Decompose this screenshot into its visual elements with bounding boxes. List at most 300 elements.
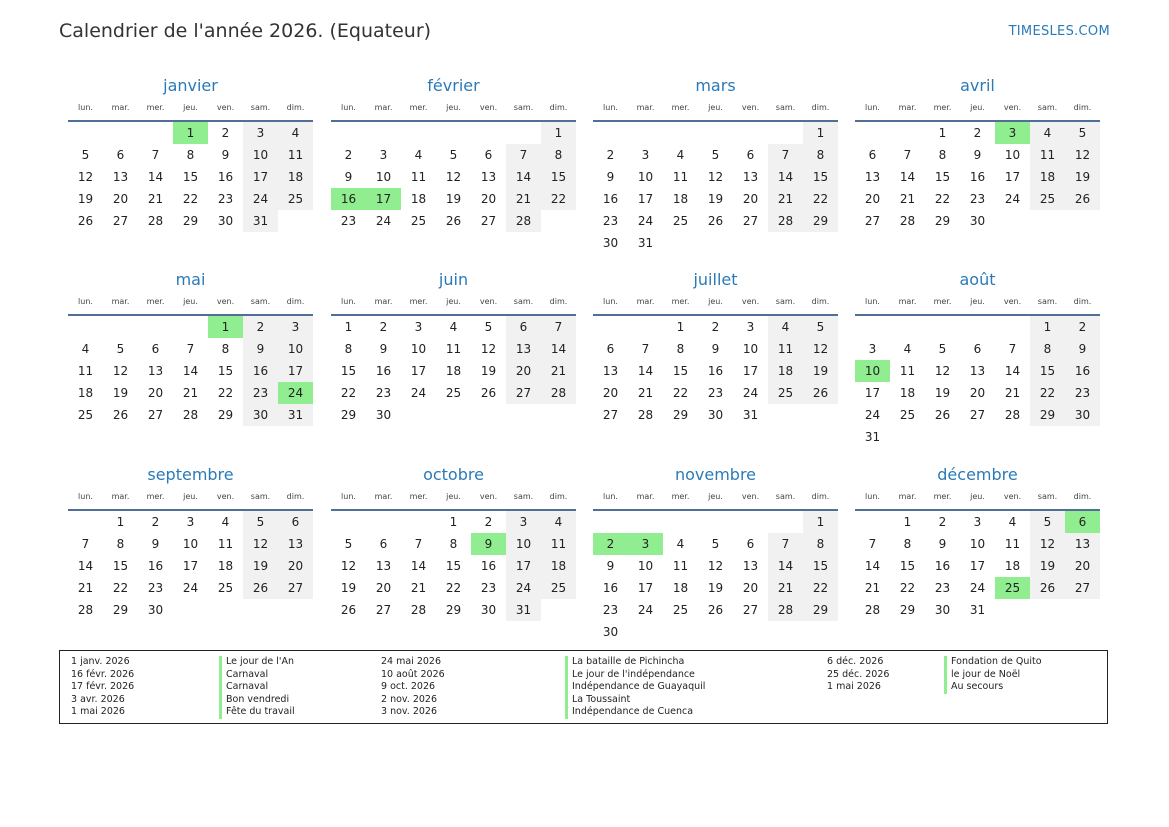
day-cell: 27 [742,603,759,617]
month-title: novembre [674,465,757,484]
day-cell: 11 [1030,144,1065,166]
day-cell: 1 [803,122,838,144]
legend-holiday-name: Indépendance de Cuenca [565,706,705,719]
day-cell: 3 [186,515,195,529]
day-cell: 15 [541,166,576,188]
day-cell: 16 [375,364,392,378]
day-cell: 13 [480,170,497,184]
day-cell: 7 [768,144,803,166]
day-cell: 18 [278,166,313,188]
day-cell: 24 [1004,192,1021,206]
legend-date: 24 mai 2026 [381,656,442,667]
weekday-label: dim. [549,492,568,501]
day-cell: 23 [480,581,497,595]
legend-holiday-name: Au secours [944,681,1042,694]
day-cell: 25 [768,382,803,404]
weekday-label: sam. [513,103,534,112]
day-cell: 27 [506,382,541,404]
day-cell: 12 [77,170,94,184]
month-title: mai [175,270,206,289]
empty-cell [331,122,366,144]
weekday-label: mar. [374,103,393,112]
month-title: avril [960,76,995,95]
day-cell: 30 [1065,404,1100,426]
day-cell: 6 [746,148,755,162]
day-cell: 20 [742,581,759,595]
day-cell: 26 [934,408,951,422]
day-cell: 7 [151,148,160,162]
day-grid [331,511,576,621]
day-cell: 28 [864,603,881,617]
day-cell: 28 [768,210,803,232]
day-cell: 9 [606,170,615,184]
day-cell: 17 [243,166,278,188]
day-cell: 15 [803,555,838,577]
day-cell: 13 [147,364,164,378]
empty-cell [628,511,663,533]
day-cell: 8 [803,144,838,166]
day-cell: 19 [340,581,357,595]
day-cell: 14 [182,364,199,378]
weekday-label: mar. [898,492,917,501]
day-cell: 28 [1004,408,1021,422]
day-cell: 10 [410,342,427,356]
day-cell: 6 [506,316,541,338]
day-cell: 16 [934,559,951,573]
empty-cell [401,511,436,533]
weekday-label: ven. [1003,103,1022,112]
day-cell: 12 [480,342,497,356]
empty-cell [366,122,401,144]
day-cell: 29 [899,603,916,617]
day-cell: 21 [182,386,199,400]
day-cell: 8 [803,533,838,555]
weekday-header [593,297,838,311]
day-cell: 1 [938,126,947,140]
weekday-label: sam. [250,492,271,501]
day-cell: 1 [449,515,458,529]
legend-date: 3 avr. 2026 [71,693,125,705]
day-cell: 7 [541,316,576,338]
day-cell: 26 [112,408,129,422]
day-cell: 24 [375,214,392,228]
day-cell: 15 [1030,360,1065,382]
day-cell: 30 [707,408,724,422]
day-cell: 10 [182,537,199,551]
day-grid [68,316,313,426]
day-cell: 27 [112,214,129,228]
day-cell: 1 [903,515,912,529]
day-cell: 27 [602,408,619,422]
day-cell: 3 [868,342,877,356]
day-cell: 10 [969,537,986,551]
day-cell: 19 [707,192,724,206]
weekday-label: jeu. [708,492,723,501]
day-cell: 16 [243,360,278,382]
weekday-label: mar. [636,492,655,501]
day-grid [593,316,838,426]
day-cell: 23 [147,581,164,595]
empty-cell [593,122,628,144]
weekday-label: lun. [341,103,356,112]
weekday-label: dim. [1073,103,1092,112]
day-cell: 10 [742,342,759,356]
weekday-label: mar. [374,492,393,501]
day-cell: 9 [379,342,388,356]
day-cell: 21 [1004,386,1021,400]
day-cell: 22 [541,188,576,210]
weekday-label: ven. [741,492,760,501]
weekday-label: jeu. [708,103,723,112]
day-cell: 22 [934,192,951,206]
day-cell: 19 [1065,166,1100,188]
day-cell: 4 [1030,122,1065,144]
day-cell: 12 [1030,533,1065,555]
day-cell: 30 [375,408,392,422]
day-cell: 20 [278,555,313,577]
day-cell: 24 [506,577,541,599]
day-cell: 18 [217,559,234,573]
empty-cell [103,316,138,338]
day-cell: 21 [506,188,541,210]
weekday-header [331,492,576,506]
day-cell: 3 [973,515,982,529]
day-cell: 4 [449,320,458,334]
day-cell: 21 [410,581,427,595]
day-cell: 24 [182,581,199,595]
day-cell: 22 [672,386,689,400]
day-cell: 25 [445,386,462,400]
day-cell: 5 [243,511,278,533]
day-cell: 22 [1030,382,1065,404]
day-cell: 23 [969,192,986,206]
weekday-label: mer. [409,492,428,501]
day-cell: 31 [243,210,278,232]
month-title: octobre [423,465,484,484]
day-cell: 2 [379,320,388,334]
day-cell: 14 [768,166,803,188]
weekday-label: ven. [216,492,235,501]
day-cell: 5 [938,342,947,356]
day-cell: 26 [707,214,724,228]
day-cell: 20 [1065,555,1100,577]
day-cell: 26 [1065,188,1100,210]
legend-holiday-name: Fête du travail [219,706,295,719]
legend-dates-2 [381,656,445,719]
day-cell: 4 [81,342,90,356]
day-cell: 20 [147,386,164,400]
day-cell: 7 [641,342,650,356]
legend-names-1 [219,656,295,719]
day-cell: 30 [602,625,619,639]
day-cell: 20 [864,192,881,206]
day-cell: 8 [541,144,576,166]
day-cell: 9 [606,559,615,573]
legend-date: 3 nov. 2026 [381,706,437,718]
weekday-label: sam. [1037,297,1058,306]
weekday-label: mar. [898,103,917,112]
day-cell: 4 [676,537,685,551]
weekday-label: mar. [636,297,655,306]
day-cell: 11 [278,144,313,166]
day-cell: 5 [1030,511,1065,533]
empty-cell [68,316,103,338]
month-title: janvier [163,76,218,95]
day-cell: 1 [803,511,838,533]
day-grid [68,122,313,232]
day-cell: 23 [217,192,234,206]
day-cell: 13 [278,533,313,555]
day-cell: 28 [506,210,541,232]
weekday-label: lun. [603,103,618,112]
weekday-label: sam. [513,492,534,501]
day-cell: 11 [77,364,94,378]
day-cell: 11 [672,559,689,573]
weekday-label: sam. [1037,103,1058,112]
legend-holiday-name: Carnaval [219,669,295,682]
day-cell: 10 [1004,148,1021,162]
day-cell: 10 [637,559,654,573]
day-cell: 14 [541,338,576,360]
holiday-day: 3 [995,122,1030,144]
day-cell: 17 [864,386,881,400]
day-cell: 4 [414,148,423,162]
day-cell: 26 [243,577,278,599]
day-cell: 8 [221,342,230,356]
weekday-label: sam. [775,492,796,501]
day-cell: 29 [182,214,199,228]
day-cell: 29 [1030,404,1065,426]
weekday-label: jeu. [446,492,461,501]
day-cell: 16 [217,170,234,184]
day-cell: 14 [410,559,427,573]
day-cell: 8 [676,342,685,356]
day-cell: 7 [506,144,541,166]
month-mai [68,269,313,426]
day-cell: 8 [116,537,125,551]
day-cell: 23 [934,581,951,595]
weekday-label: lun. [78,103,93,112]
legend-date: 1 mai 2026 [827,681,881,693]
day-cell: 31 [969,603,986,617]
day-cell: 17 [637,192,654,206]
day-cell: 23 [602,603,619,617]
day-cell: 28 [899,214,916,228]
weekday-label: mar. [111,492,130,501]
empty-cell [995,316,1030,338]
month-avril [855,75,1100,232]
month-title: septembre [147,465,234,484]
day-cell: 14 [899,170,916,184]
legend-holiday-name: Le jour de l'An [219,656,295,669]
day-cell: 26 [340,603,357,617]
weekday-label: dim. [1073,492,1092,501]
day-cell: 9 [938,537,947,551]
weekday-label: lun. [865,492,880,501]
day-cell: 22 [217,386,234,400]
day-cell: 30 [480,603,497,617]
empty-cell [593,316,628,338]
weekday-label: jeu. [970,492,985,501]
day-cell: 8 [1030,338,1065,360]
day-cell: 10 [243,144,278,166]
day-cell: 21 [637,386,654,400]
weekday-label: mer. [146,297,165,306]
legend-names-2 [565,656,705,719]
weekday-label: lun. [341,297,356,306]
day-cell: 5 [344,537,353,551]
day-cell: 14 [768,555,803,577]
empty-cell [855,316,890,338]
day-cell: 27 [864,214,881,228]
day-cell: 10 [506,533,541,555]
day-cell: 28 [77,603,94,617]
day-cell: 22 [803,188,838,210]
day-cell: 12 [934,364,951,378]
empty-cell [698,122,733,144]
day-cell: 13 [506,338,541,360]
day-cell: 18 [1030,166,1065,188]
day-cell: 9 [711,342,720,356]
weekday-label: sam. [250,297,271,306]
day-cell: 27 [480,214,497,228]
empty-cell [401,122,436,144]
day-cell: 7 [186,342,195,356]
empty-cell [436,122,471,144]
day-cell: 9 [1065,338,1100,360]
legend-date: 25 déc. 2026 [827,668,890,680]
day-cell: 29 [445,603,462,617]
day-cell: 25 [672,603,689,617]
empty-cell [331,511,366,533]
page-title: Calendrier de l'année 2026. (Equateur) [59,20,432,42]
month-mars [593,75,838,254]
day-cell: 4 [1008,515,1017,529]
holiday-legend [59,650,1108,724]
day-cell: 21 [768,188,803,210]
weekday-label: ven. [479,492,498,501]
day-cell: 7 [81,537,90,551]
day-cell: 11 [541,533,576,555]
day-cell: 21 [147,192,164,206]
day-cell: 25 [217,581,234,595]
day-cell: 11 [217,537,234,551]
day-grid [855,316,1100,448]
day-cell: 1 [541,122,576,144]
day-cell: 27 [1065,577,1100,599]
weekday-label: ven. [741,103,760,112]
day-cell: 12 [243,533,278,555]
weekday-label: lun. [78,297,93,306]
weekday-label: mer. [146,492,165,501]
day-cell: 18 [77,386,94,400]
day-cell: 20 [969,386,986,400]
day-cell: 24 [243,188,278,210]
legend-date: 17 févr. 2026 [71,681,135,693]
legend-date: 1 janv. 2026 [71,656,130,667]
weekday-header [331,103,576,117]
day-cell: 13 [1065,533,1100,555]
day-cell: 25 [278,188,313,210]
brand-link[interactable]: TIMESLES.COM [1008,24,1110,39]
day-cell: 2 [221,126,230,140]
day-cell: 5 [711,148,720,162]
day-cell: 3 [379,148,388,162]
legend-dates-1 [71,656,134,719]
weekday-label: mar. [111,297,130,306]
weekday-label: sam. [250,103,271,112]
day-cell: 16 [707,364,724,378]
day-cell: 5 [81,148,90,162]
legend-holiday-name: Bon vendredi [219,694,295,707]
day-cell: 2 [243,316,278,338]
day-cell: 21 [541,360,576,382]
holiday-day: 10 [855,360,890,382]
empty-cell [663,511,698,533]
day-cell: 13 [969,364,986,378]
day-cell: 26 [707,603,724,617]
month-title: février [427,76,480,95]
weekday-header [855,103,1100,117]
day-cell: 20 [602,386,619,400]
weekday-label: ven. [479,103,498,112]
day-cell: 15 [340,364,357,378]
weekday-label: jeu. [446,297,461,306]
month-juillet [593,269,838,426]
day-cell: 15 [182,170,199,184]
day-cell: 16 [602,581,619,595]
day-cell: 17 [969,559,986,573]
weekday-label: jeu. [970,297,985,306]
day-cell: 19 [445,192,462,206]
day-cell: 14 [1004,364,1021,378]
day-cell: 9 [221,148,230,162]
weekday-label: lun. [865,103,880,112]
day-cell: 23 [375,386,392,400]
day-cell: 28 [541,382,576,404]
holiday-day: 16 [331,188,366,210]
day-cell: 26 [77,214,94,228]
day-cell: 12 [445,170,462,184]
day-cell: 27 [147,408,164,422]
day-cell: 1 [344,320,353,334]
holiday-day: 25 [995,577,1030,599]
day-cell: 6 [746,537,755,551]
month-novembre [593,464,838,643]
day-cell: 18 [445,364,462,378]
day-cell: 8 [186,148,195,162]
empty-cell [173,316,208,338]
day-cell: 4 [768,316,803,338]
weekday-label: dim. [811,297,830,306]
day-cell: 6 [379,537,388,551]
empty-cell [925,316,960,338]
weekday-label: ven. [1003,492,1022,501]
day-cell: 13 [742,559,759,573]
weekday-label: sam. [775,103,796,112]
day-cell: 9 [243,338,278,360]
empty-cell [366,511,401,533]
day-cell: 15 [803,166,838,188]
day-cell: 15 [445,559,462,573]
day-cell: 17 [1004,170,1021,184]
month-août [855,269,1100,448]
weekday-label: ven. [1003,297,1022,306]
day-cell: 12 [707,559,724,573]
weekday-label: dim. [1073,297,1092,306]
day-cell: 22 [182,192,199,206]
weekday-header [855,297,1100,311]
